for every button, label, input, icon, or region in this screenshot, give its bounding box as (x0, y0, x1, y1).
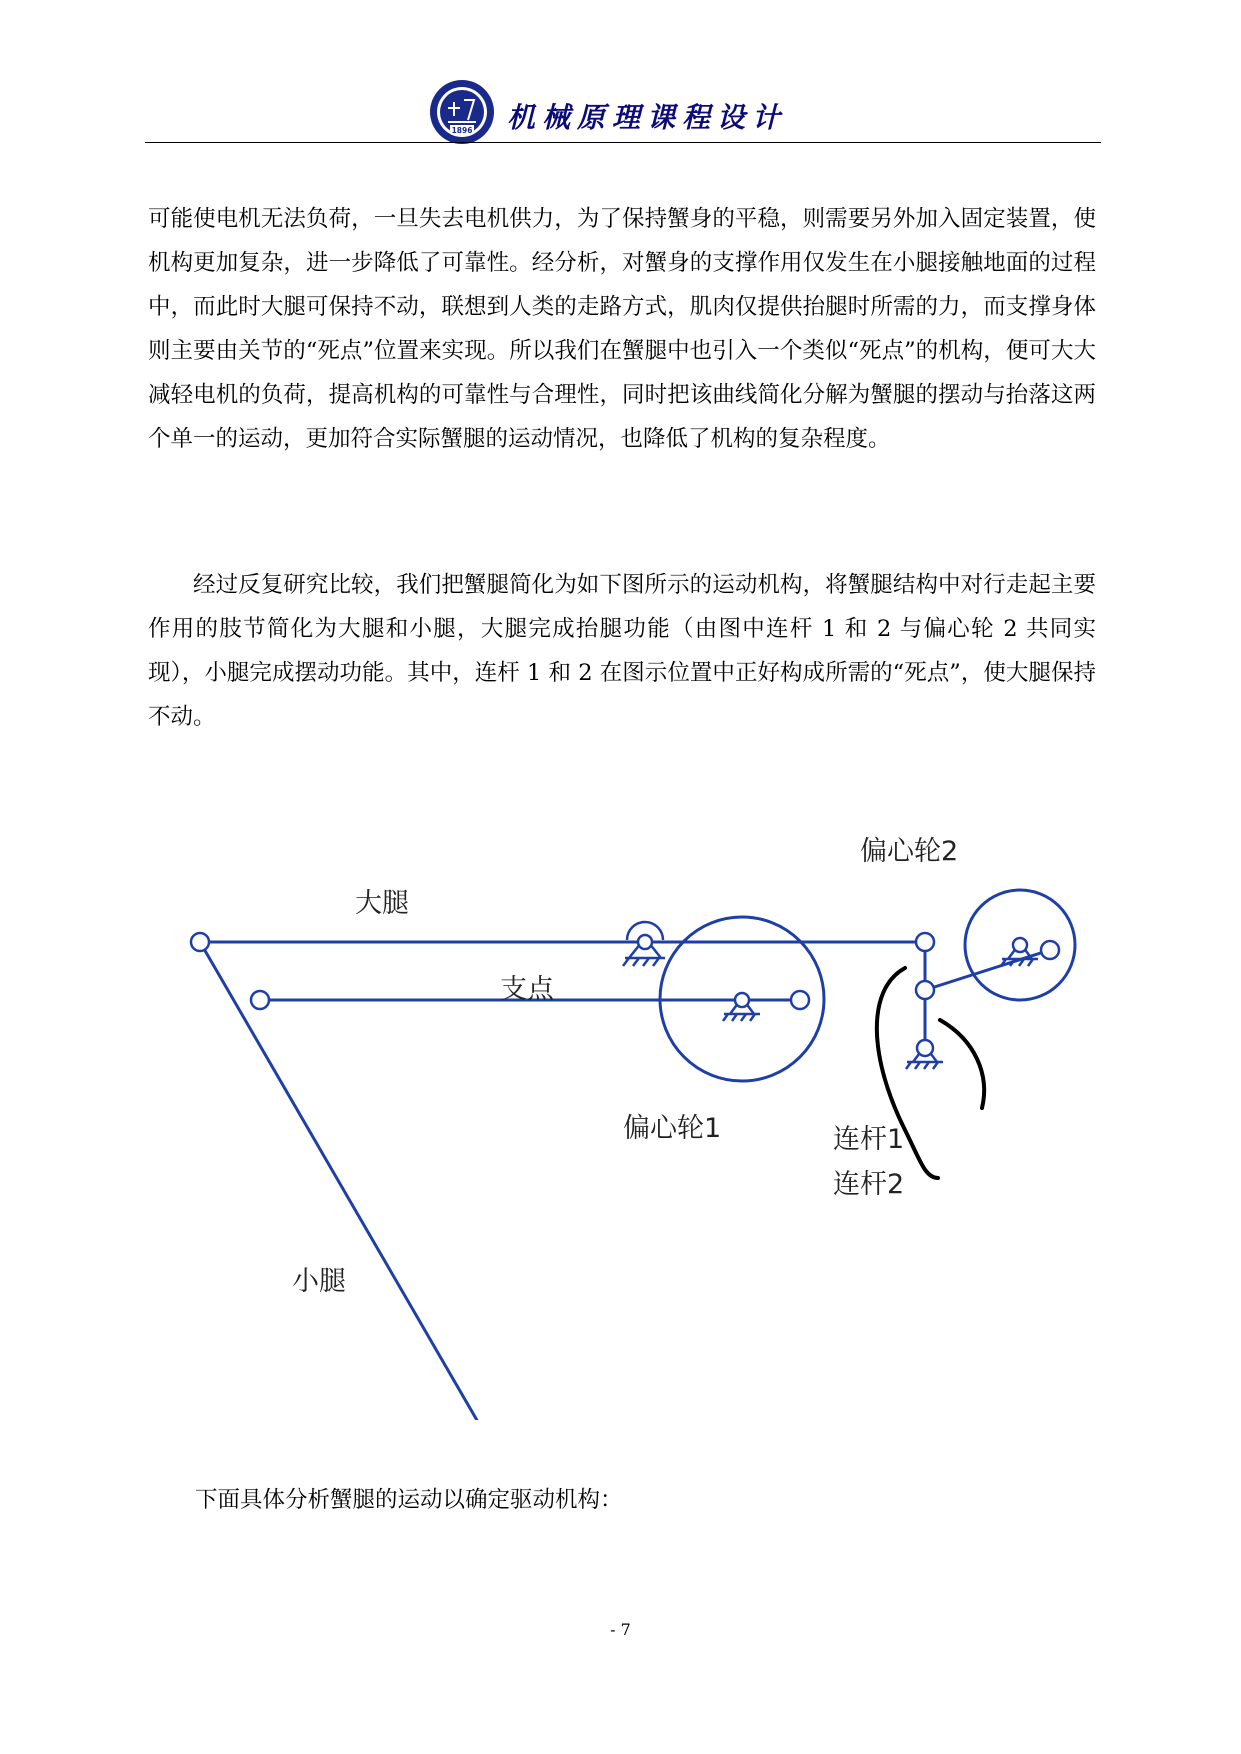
joint-link-middle (916, 981, 934, 999)
support-eccentric1 (723, 993, 760, 1021)
paragraph-2: 经过反复研究比较，我们把蟹腿简化为如下图所示的运动机构，将蟹腿结构中对行走起主要作用的肢节简化为大腿和小腿，大腿完成抬腿功能（由图中连杆 1 和 2 与偏心轮 2 共同实现），小腿完成摆动功能。其中，连杆 1 和 2 在图示位置中正好构成所需的“死点”，使大腿保持不动。 (148, 572, 1096, 730)
support-eccentric2 (1001, 938, 1038, 966)
support-link1 (906, 1040, 943, 1069)
label-eccentric1: 偏心轮1 (623, 1113, 722, 1144)
logo-year: 1896 (451, 126, 473, 135)
label-shank: 小腿 (292, 1266, 346, 1297)
header-title: 机械原理课程设计 (507, 101, 788, 134)
label-link2: 连杆2 (833, 1169, 905, 1200)
label-eccentric2: 偏心轮2 (860, 836, 959, 867)
joint-eccentric1-pin (791, 991, 809, 1009)
pointer-link1 (940, 1020, 984, 1108)
page-number: - 7 (610, 1620, 631, 1639)
joint-knee (251, 991, 269, 1009)
university-seal-icon (428, 78, 496, 146)
support-pivot (623, 922, 665, 966)
label-link1: 连杆1 (833, 1124, 905, 1155)
mechanism-diagram (160, 800, 1100, 1420)
header-rule (145, 142, 1101, 143)
joint-thigh-end (916, 933, 934, 951)
paragraph-1: 可能使电机无法负荷，一旦失去电机供力，为了保持蟹身的平稳，则需要另外加入固定装置，使机构更加复杂，进一步降低了可靠性。经分析，对蟹身的支撑作用仅发生在小腿接触地面的过程中，而此时大腿可保持不动，联想到人类的走路方式，肌肉仅提供抬腿时所需的力，而支撑身体则主要由关节的“死点”位置来实现。所以我们在蟹腿中也引入一个类似“死点”的机构，便可大大减轻电机的负荷，提高机构的可靠性与合理性，同时把该曲线简化分解为蟹腿的摆动与抬落这两个单一的运动，更加符合实际蟹腿的运动情况，也降低了机构的复杂程度。 (148, 206, 1096, 452)
page-header (145, 60, 1101, 144)
label-thigh: 大腿 (355, 888, 409, 919)
mechanism-figure (160, 800, 1100, 1420)
label-pivot: 支点 (500, 974, 554, 1005)
paragraph-3: 下面具体分析蟹腿的运动以确定驱动机构： (195, 1487, 623, 1513)
shank-bar (200, 942, 500, 1420)
joint-eccentric2-pin (1041, 941, 1059, 959)
joint-hip (191, 933, 209, 951)
